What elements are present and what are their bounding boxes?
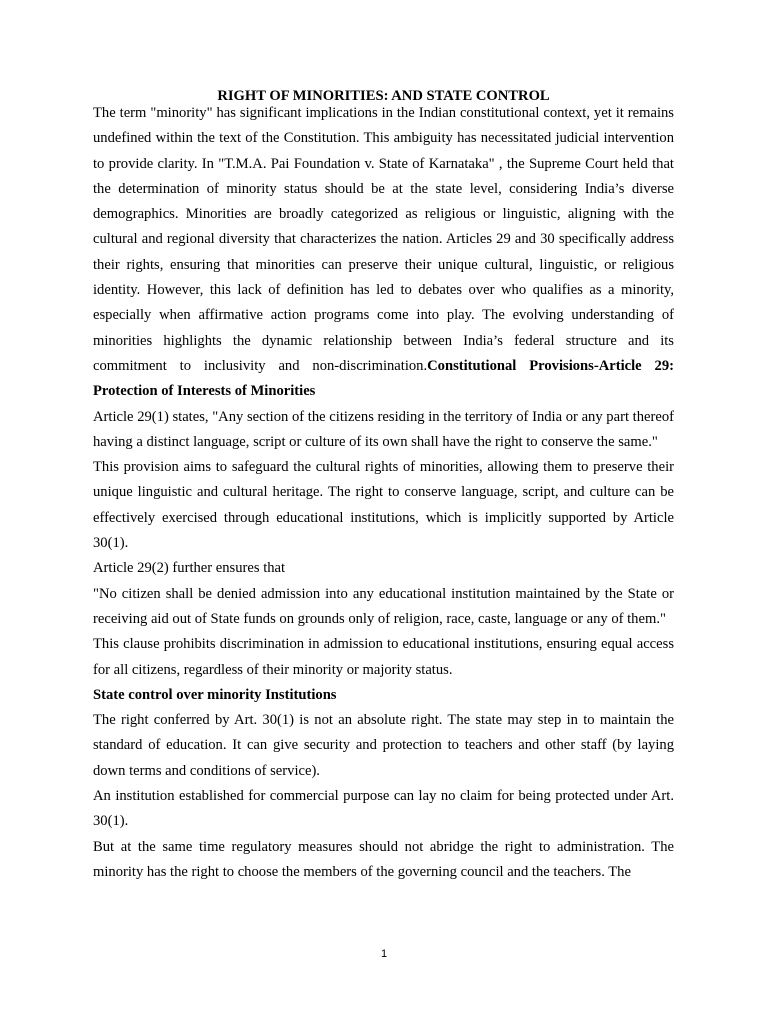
section-heading-article-29: Constitutional Provisions-Article 29: Protection of Interests of Minorities <box>93 357 675 400</box>
paragraph-heading-wrap <box>93 683 674 708</box>
page-number: 1 <box>380 948 388 960</box>
paragraph-non-discrimination: This clause prohibits discrimination in admission to educational institutions, ensuring equal access for all citizens, regardless of their minority or majority status. <box>93 636 674 678</box>
paragraph-article-29-1: Article 29(1) states, "Any section of the citizens residing in the territory of India or any part thereof having a distinct language, script or culture of its own shall have the right to conserve the same." <box>93 408 674 450</box>
paragraph-article-29-2-intro: Article 29(2) further ensures that <box>93 560 286 577</box>
section-heading-state-control: State control over minority Institutions <box>93 686 337 703</box>
document-title: RIGHT OF MINORITIES: AND STATE CONTROL <box>217 88 550 104</box>
paragraph-regulatory-measures: But at the same time regulatory measures should not abridge the right to administration. The minority has the right to choose the members of the governing council and the teachers. The <box>93 838 674 880</box>
paragraph-intro <box>93 101 674 405</box>
paragraph-commercial-purpose: An institution established for commercial purpose can lay no claim for being protected under Art. 30(1). <box>93 788 674 830</box>
paragraph-not-absolute-right: The right conferred by Art. 30(1) is not an absolute right. The state may step in to maintain the standard of education. It can give security and protection to teachers and other staff (by laying down terms and conditions of service). <box>93 712 674 779</box>
paragraph-cultural-rights: This provision aims to safeguard the cultural rights of minorities, allowing them to preserve their unique linguistic and cultural heritage. The right to conserve language, script, and culture can be effectively exercised through educational institutions, which is implicitly supported by Article 30(1). <box>93 459 674 552</box>
document-body <box>93 101 674 885</box>
paragraph-intro-text: The term "minority" has significant implications in the Indian constitutional context, yet it remains undefined within the text of the Constitution. This ambiguity has necessitated judicial intervention to provide clarity. In "T.M.A. Pai Foundation v. State of Karnataka" , the Supreme Court held that the determination of minority status should be at the state level, considering India’s diverse demographics. Minorities are broadly categorized as religious or linguistic, aligning with the cultural and regional diversity that characterizes the nation. Articles 29 and 30 specifically address their rights, ensuring that minorities can preserve their unique cultural, linguistic, or religious identity. However, this lack of definition has led to debates over who qualifies as a minority, especially when affirmative action programs come into play. The evolving understanding of minorities highlights the dynamic relationship between India’s federal structure and its commitment to inclusivity and non-discrimination. <box>93 105 674 374</box>
paragraph-article-29-2-quote: "No citizen shall be denied admission into any educational institution maintained by the State or receiving aid out of State funds on grounds only of religion, race, caste, language or any of them." <box>93 585 674 627</box>
